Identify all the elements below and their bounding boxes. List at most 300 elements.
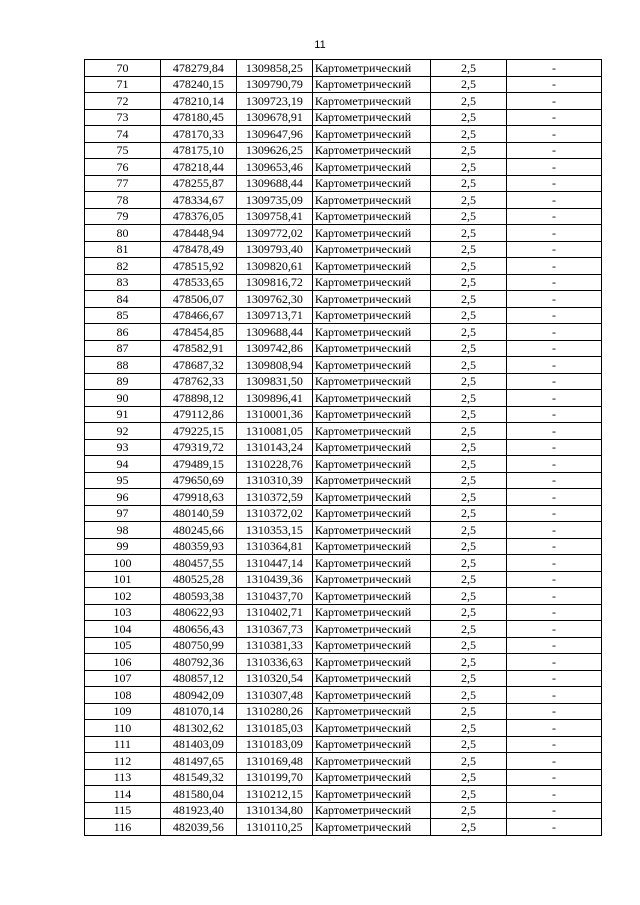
y-coordinate-cell: 1309816,72 — [236, 274, 312, 291]
point-number-cell: 100 — [85, 555, 161, 572]
accuracy-cell: 2,5 — [431, 654, 507, 671]
table-row — [85, 274, 602, 291]
description-cell: - — [506, 736, 601, 753]
x-coordinate-cell: 478687,32 — [160, 357, 236, 374]
description-cell: - — [506, 406, 601, 423]
accuracy-cell: 2,5 — [431, 637, 507, 654]
method-cell: Картометрический — [312, 175, 430, 192]
method-cell: Картометрический — [312, 76, 430, 93]
y-coordinate-cell: 1310336,63 — [236, 654, 312, 671]
accuracy-cell: 2,5 — [431, 373, 507, 390]
accuracy-cell: 2,5 — [431, 225, 507, 242]
table-row — [85, 241, 602, 258]
method-cell: Картометрический — [312, 406, 430, 423]
accuracy-cell: 2,5 — [431, 786, 507, 803]
table-row — [85, 439, 602, 456]
point-number-cell: 108 — [85, 687, 161, 704]
method-cell: Картометрический — [312, 373, 430, 390]
point-number-cell: 101 — [85, 571, 161, 588]
x-coordinate-cell: 481403,09 — [160, 736, 236, 753]
y-coordinate-cell: 1309742,86 — [236, 340, 312, 357]
table-row — [85, 736, 602, 753]
accuracy-cell: 2,5 — [431, 423, 507, 440]
x-coordinate-cell: 480359,93 — [160, 538, 236, 555]
y-coordinate-cell: 1310183,09 — [236, 736, 312, 753]
accuracy-cell: 2,5 — [431, 703, 507, 720]
point-number-cell: 82 — [85, 258, 161, 275]
table-row — [85, 555, 602, 572]
description-cell: - — [506, 307, 601, 324]
accuracy-cell: 2,5 — [431, 736, 507, 753]
method-cell: Картометрический — [312, 786, 430, 803]
point-number-cell: 73 — [85, 109, 161, 126]
description-cell: - — [506, 588, 601, 605]
method-cell: Картометрический — [312, 225, 430, 242]
y-coordinate-cell: 1309793,40 — [236, 241, 312, 258]
point-number-cell: 95 — [85, 472, 161, 489]
accuracy-cell: 2,5 — [431, 819, 507, 836]
description-cell: - — [506, 390, 601, 407]
x-coordinate-cell: 481302,62 — [160, 720, 236, 737]
table-row — [85, 472, 602, 489]
table-row — [85, 109, 602, 126]
accuracy-cell: 2,5 — [431, 621, 507, 638]
method-cell: Картометрический — [312, 307, 430, 324]
table-row — [85, 819, 602, 836]
table-row — [85, 373, 602, 390]
y-coordinate-cell: 1310439,36 — [236, 571, 312, 588]
description-cell: - — [506, 505, 601, 522]
description-cell: - — [506, 274, 601, 291]
y-coordinate-cell: 1310001,36 — [236, 406, 312, 423]
table-row — [85, 637, 602, 654]
point-number-cell: 85 — [85, 307, 161, 324]
method-cell: Картометрический — [312, 340, 430, 357]
x-coordinate-cell: 479112,86 — [160, 406, 236, 423]
x-coordinate-cell: 479918,63 — [160, 489, 236, 506]
table-row — [85, 142, 602, 159]
point-number-cell: 94 — [85, 456, 161, 473]
description-cell: - — [506, 159, 601, 176]
accuracy-cell: 2,5 — [431, 472, 507, 489]
description-cell: - — [506, 208, 601, 225]
description-cell: - — [506, 571, 601, 588]
accuracy-cell: 2,5 — [431, 340, 507, 357]
y-coordinate-cell: 1310310,39 — [236, 472, 312, 489]
description-cell: - — [506, 60, 601, 77]
table-row — [85, 390, 602, 407]
x-coordinate-cell: 480525,28 — [160, 571, 236, 588]
table-row — [85, 571, 602, 588]
method-cell: Картометрический — [312, 142, 430, 159]
point-number-cell: 98 — [85, 522, 161, 539]
point-number-cell: 80 — [85, 225, 161, 242]
y-coordinate-cell: 1309626,25 — [236, 142, 312, 159]
description-cell: - — [506, 439, 601, 456]
x-coordinate-cell: 478210,14 — [160, 93, 236, 110]
method-cell: Картометрический — [312, 258, 430, 275]
y-coordinate-cell: 1310228,76 — [236, 456, 312, 473]
x-coordinate-cell: 480245,66 — [160, 522, 236, 539]
accuracy-cell: 2,5 — [431, 109, 507, 126]
x-coordinate-cell: 479225,15 — [160, 423, 236, 440]
accuracy-cell: 2,5 — [431, 406, 507, 423]
y-coordinate-cell: 1309723,19 — [236, 93, 312, 110]
method-cell: Картометрический — [312, 736, 430, 753]
description-cell: - — [506, 687, 601, 704]
accuracy-cell: 2,5 — [431, 588, 507, 605]
method-cell: Картометрический — [312, 241, 430, 258]
point-number-cell: 105 — [85, 637, 161, 654]
y-coordinate-cell: 1310143,24 — [236, 439, 312, 456]
x-coordinate-cell: 478515,92 — [160, 258, 236, 275]
table-row — [85, 126, 602, 143]
table-row — [85, 324, 602, 341]
description-cell: - — [506, 720, 601, 737]
method-cell: Картометрический — [312, 489, 430, 506]
description-cell: - — [506, 126, 601, 143]
description-cell: - — [506, 423, 601, 440]
accuracy-cell: 2,5 — [431, 538, 507, 555]
accuracy-cell: 2,5 — [431, 142, 507, 159]
point-number-cell: 111 — [85, 736, 161, 753]
x-coordinate-cell: 478898,12 — [160, 390, 236, 407]
y-coordinate-cell: 1310199,70 — [236, 769, 312, 786]
y-coordinate-cell: 1309772,02 — [236, 225, 312, 242]
description-cell: - — [506, 258, 601, 275]
y-coordinate-cell: 1310185,03 — [236, 720, 312, 737]
method-cell: Картометрический — [312, 588, 430, 605]
method-cell: Картометрический — [312, 654, 430, 671]
table-row — [85, 769, 602, 786]
method-cell: Картометрический — [312, 505, 430, 522]
x-coordinate-cell: 478506,07 — [160, 291, 236, 308]
table-row — [85, 588, 602, 605]
y-coordinate-cell: 1309688,44 — [236, 324, 312, 341]
method-cell: Картометрический — [312, 60, 430, 77]
method-cell: Картометрический — [312, 522, 430, 539]
accuracy-cell: 2,5 — [431, 390, 507, 407]
x-coordinate-cell: 478170,33 — [160, 126, 236, 143]
point-number-cell: 79 — [85, 208, 161, 225]
method-cell: Картометрический — [312, 357, 430, 374]
description-cell: - — [506, 142, 601, 159]
method-cell: Картометрический — [312, 472, 430, 489]
method-cell: Картометрический — [312, 819, 430, 836]
point-number-cell: 72 — [85, 93, 161, 110]
table-row — [85, 340, 602, 357]
method-cell: Картометрический — [312, 769, 430, 786]
point-number-cell: 83 — [85, 274, 161, 291]
point-number-cell: 113 — [85, 769, 161, 786]
x-coordinate-cell: 479650,69 — [160, 472, 236, 489]
description-cell: - — [506, 753, 601, 770]
table-row — [85, 192, 602, 209]
table-row — [85, 208, 602, 225]
point-number-cell: 116 — [85, 819, 161, 836]
table-row — [85, 802, 602, 819]
table-row — [85, 76, 602, 93]
accuracy-cell: 2,5 — [431, 489, 507, 506]
y-coordinate-cell: 1310364,81 — [236, 538, 312, 555]
table-row — [85, 538, 602, 555]
x-coordinate-cell: 478454,85 — [160, 324, 236, 341]
x-coordinate-cell: 478218,44 — [160, 159, 236, 176]
method-cell: Картометрический — [312, 670, 430, 687]
accuracy-cell: 2,5 — [431, 208, 507, 225]
description-cell: - — [506, 522, 601, 539]
accuracy-cell: 2,5 — [431, 769, 507, 786]
point-number-cell: 78 — [85, 192, 161, 209]
y-coordinate-cell: 1310437,70 — [236, 588, 312, 605]
x-coordinate-cell: 481549,32 — [160, 769, 236, 786]
accuracy-cell: 2,5 — [431, 687, 507, 704]
description-cell: - — [506, 654, 601, 671]
y-coordinate-cell: 1309647,96 — [236, 126, 312, 143]
description-cell: - — [506, 670, 601, 687]
accuracy-cell: 2,5 — [431, 555, 507, 572]
table-row — [85, 670, 602, 687]
x-coordinate-cell: 478240,15 — [160, 76, 236, 93]
table-row — [85, 456, 602, 473]
x-coordinate-cell: 478582,91 — [160, 340, 236, 357]
x-coordinate-cell: 480792,36 — [160, 654, 236, 671]
accuracy-cell: 2,5 — [431, 192, 507, 209]
accuracy-cell: 2,5 — [431, 505, 507, 522]
point-number-cell: 91 — [85, 406, 161, 423]
x-coordinate-cell: 478466,67 — [160, 307, 236, 324]
description-cell: - — [506, 637, 601, 654]
description-cell: - — [506, 109, 601, 126]
accuracy-cell: 2,5 — [431, 670, 507, 687]
accuracy-cell: 2,5 — [431, 307, 507, 324]
method-cell: Картометрический — [312, 208, 430, 225]
point-number-cell: 106 — [85, 654, 161, 671]
x-coordinate-cell: 480622,93 — [160, 604, 236, 621]
x-coordinate-cell: 478334,67 — [160, 192, 236, 209]
description-cell: - — [506, 802, 601, 819]
accuracy-cell: 2,5 — [431, 357, 507, 374]
x-coordinate-cell: 481070,14 — [160, 703, 236, 720]
point-number-cell: 102 — [85, 588, 161, 605]
x-coordinate-cell: 481580,04 — [160, 786, 236, 803]
accuracy-cell: 2,5 — [431, 456, 507, 473]
point-number-cell: 97 — [85, 505, 161, 522]
description-cell: - — [506, 93, 601, 110]
y-coordinate-cell: 1309808,94 — [236, 357, 312, 374]
y-coordinate-cell: 1309896,41 — [236, 390, 312, 407]
table-row — [85, 522, 602, 539]
y-coordinate-cell: 1309688,44 — [236, 175, 312, 192]
accuracy-cell: 2,5 — [431, 60, 507, 77]
x-coordinate-cell: 480857,12 — [160, 670, 236, 687]
accuracy-cell: 2,5 — [431, 802, 507, 819]
table-row — [85, 357, 602, 374]
y-coordinate-cell: 1310110,25 — [236, 819, 312, 836]
table-row — [85, 505, 602, 522]
y-coordinate-cell: 1310381,33 — [236, 637, 312, 654]
point-number-cell: 74 — [85, 126, 161, 143]
x-coordinate-cell: 478175,10 — [160, 142, 236, 159]
y-coordinate-cell: 1309713,71 — [236, 307, 312, 324]
accuracy-cell: 2,5 — [431, 258, 507, 275]
description-cell: - — [506, 241, 601, 258]
y-coordinate-cell: 1310447,14 — [236, 555, 312, 572]
table-row — [85, 225, 602, 242]
method-cell: Картометрический — [312, 324, 430, 341]
x-coordinate-cell: 480656,43 — [160, 621, 236, 638]
method-cell: Картометрический — [312, 126, 430, 143]
x-coordinate-cell: 481923,40 — [160, 802, 236, 819]
description-cell: - — [506, 291, 601, 308]
point-number-cell: 110 — [85, 720, 161, 737]
accuracy-cell: 2,5 — [431, 175, 507, 192]
description-cell: - — [506, 472, 601, 489]
description-cell: - — [506, 703, 601, 720]
page-number: 11 — [314, 39, 326, 51]
point-number-cell: 115 — [85, 802, 161, 819]
method-cell: Картометрический — [312, 109, 430, 126]
point-number-cell: 92 — [85, 423, 161, 440]
method-cell: Картометрический — [312, 621, 430, 638]
x-coordinate-cell: 478279,84 — [160, 60, 236, 77]
y-coordinate-cell: 1309831,50 — [236, 373, 312, 390]
point-number-cell: 87 — [85, 340, 161, 357]
point-number-cell: 90 — [85, 390, 161, 407]
table-row — [85, 489, 602, 506]
description-cell: - — [506, 76, 601, 93]
table-row — [85, 753, 602, 770]
coordinates-table-body — [85, 60, 602, 836]
description-cell: - — [506, 489, 601, 506]
point-number-cell: 86 — [85, 324, 161, 341]
method-cell: Картометрический — [312, 159, 430, 176]
y-coordinate-cell: 1310402,71 — [236, 604, 312, 621]
x-coordinate-cell: 478533,65 — [160, 274, 236, 291]
method-cell: Картометрический — [312, 439, 430, 456]
point-number-cell: 93 — [85, 439, 161, 456]
description-cell: - — [506, 621, 601, 638]
accuracy-cell: 2,5 — [431, 720, 507, 737]
point-number-cell: 77 — [85, 175, 161, 192]
x-coordinate-cell: 478762,33 — [160, 373, 236, 390]
description-cell: - — [506, 604, 601, 621]
x-coordinate-cell: 480750,99 — [160, 637, 236, 654]
description-cell: - — [506, 340, 601, 357]
y-coordinate-cell: 1310134,80 — [236, 802, 312, 819]
description-cell: - — [506, 769, 601, 786]
method-cell: Картометрический — [312, 753, 430, 770]
description-cell: - — [506, 555, 601, 572]
table-row — [85, 703, 602, 720]
table-row — [85, 786, 602, 803]
table-row — [85, 307, 602, 324]
method-cell: Картометрический — [312, 604, 430, 621]
table-row — [85, 406, 602, 423]
y-coordinate-cell: 1309790,79 — [236, 76, 312, 93]
accuracy-cell: 2,5 — [431, 522, 507, 539]
y-coordinate-cell: 1310307,48 — [236, 687, 312, 704]
method-cell: Картометрический — [312, 93, 430, 110]
point-number-cell: 84 — [85, 291, 161, 308]
description-cell: - — [506, 225, 601, 242]
x-coordinate-cell: 478255,87 — [160, 175, 236, 192]
point-number-cell: 103 — [85, 604, 161, 621]
y-coordinate-cell: 1309858,25 — [236, 60, 312, 77]
y-coordinate-cell: 1309762,30 — [236, 291, 312, 308]
description-cell: - — [506, 373, 601, 390]
description-cell: - — [506, 324, 601, 341]
y-coordinate-cell: 1310280,26 — [236, 703, 312, 720]
y-coordinate-cell: 1310081,05 — [236, 423, 312, 440]
table-row — [85, 93, 602, 110]
x-coordinate-cell: 482039,56 — [160, 819, 236, 836]
accuracy-cell: 2,5 — [431, 439, 507, 456]
accuracy-cell: 2,5 — [431, 241, 507, 258]
x-coordinate-cell: 480593,38 — [160, 588, 236, 605]
table-row — [85, 687, 602, 704]
method-cell: Картометрический — [312, 720, 430, 737]
point-number-cell: 114 — [85, 786, 161, 803]
x-coordinate-cell: 480942,09 — [160, 687, 236, 704]
point-number-cell: 76 — [85, 159, 161, 176]
y-coordinate-cell: 1309758,41 — [236, 208, 312, 225]
method-cell: Картометрический — [312, 571, 430, 588]
method-cell: Картометрический — [312, 423, 430, 440]
x-coordinate-cell: 480457,55 — [160, 555, 236, 572]
method-cell: Картометрический — [312, 390, 430, 407]
description-cell: - — [506, 456, 601, 473]
method-cell: Картометрический — [312, 687, 430, 704]
table-row — [85, 654, 602, 671]
accuracy-cell: 2,5 — [431, 93, 507, 110]
accuracy-cell: 2,5 — [431, 753, 507, 770]
method-cell: Картометрический — [312, 456, 430, 473]
accuracy-cell: 2,5 — [431, 159, 507, 176]
y-coordinate-cell: 1309678,91 — [236, 109, 312, 126]
x-coordinate-cell: 478180,45 — [160, 109, 236, 126]
coordinates-table — [84, 59, 602, 836]
description-cell: - — [506, 192, 601, 209]
description-cell: - — [506, 786, 601, 803]
table-row — [85, 604, 602, 621]
method-cell: Картометрический — [312, 538, 430, 555]
table-row — [85, 621, 602, 638]
point-number-cell: 96 — [85, 489, 161, 506]
accuracy-cell: 2,5 — [431, 571, 507, 588]
x-coordinate-cell: 480140,59 — [160, 505, 236, 522]
method-cell: Картометрический — [312, 274, 430, 291]
accuracy-cell: 2,5 — [431, 604, 507, 621]
point-number-cell: 99 — [85, 538, 161, 555]
point-number-cell: 109 — [85, 703, 161, 720]
table-row — [85, 423, 602, 440]
point-number-cell: 70 — [85, 60, 161, 77]
y-coordinate-cell: 1310169,48 — [236, 753, 312, 770]
x-coordinate-cell: 478478,49 — [160, 241, 236, 258]
table-row — [85, 258, 602, 275]
method-cell: Картометрический — [312, 192, 430, 209]
description-cell: - — [506, 819, 601, 836]
point-number-cell: 107 — [85, 670, 161, 687]
point-number-cell: 75 — [85, 142, 161, 159]
table-row — [85, 720, 602, 737]
x-coordinate-cell: 479319,72 — [160, 439, 236, 456]
description-cell: - — [506, 175, 601, 192]
point-number-cell: 81 — [85, 241, 161, 258]
description-cell: - — [506, 357, 601, 374]
point-number-cell: 104 — [85, 621, 161, 638]
